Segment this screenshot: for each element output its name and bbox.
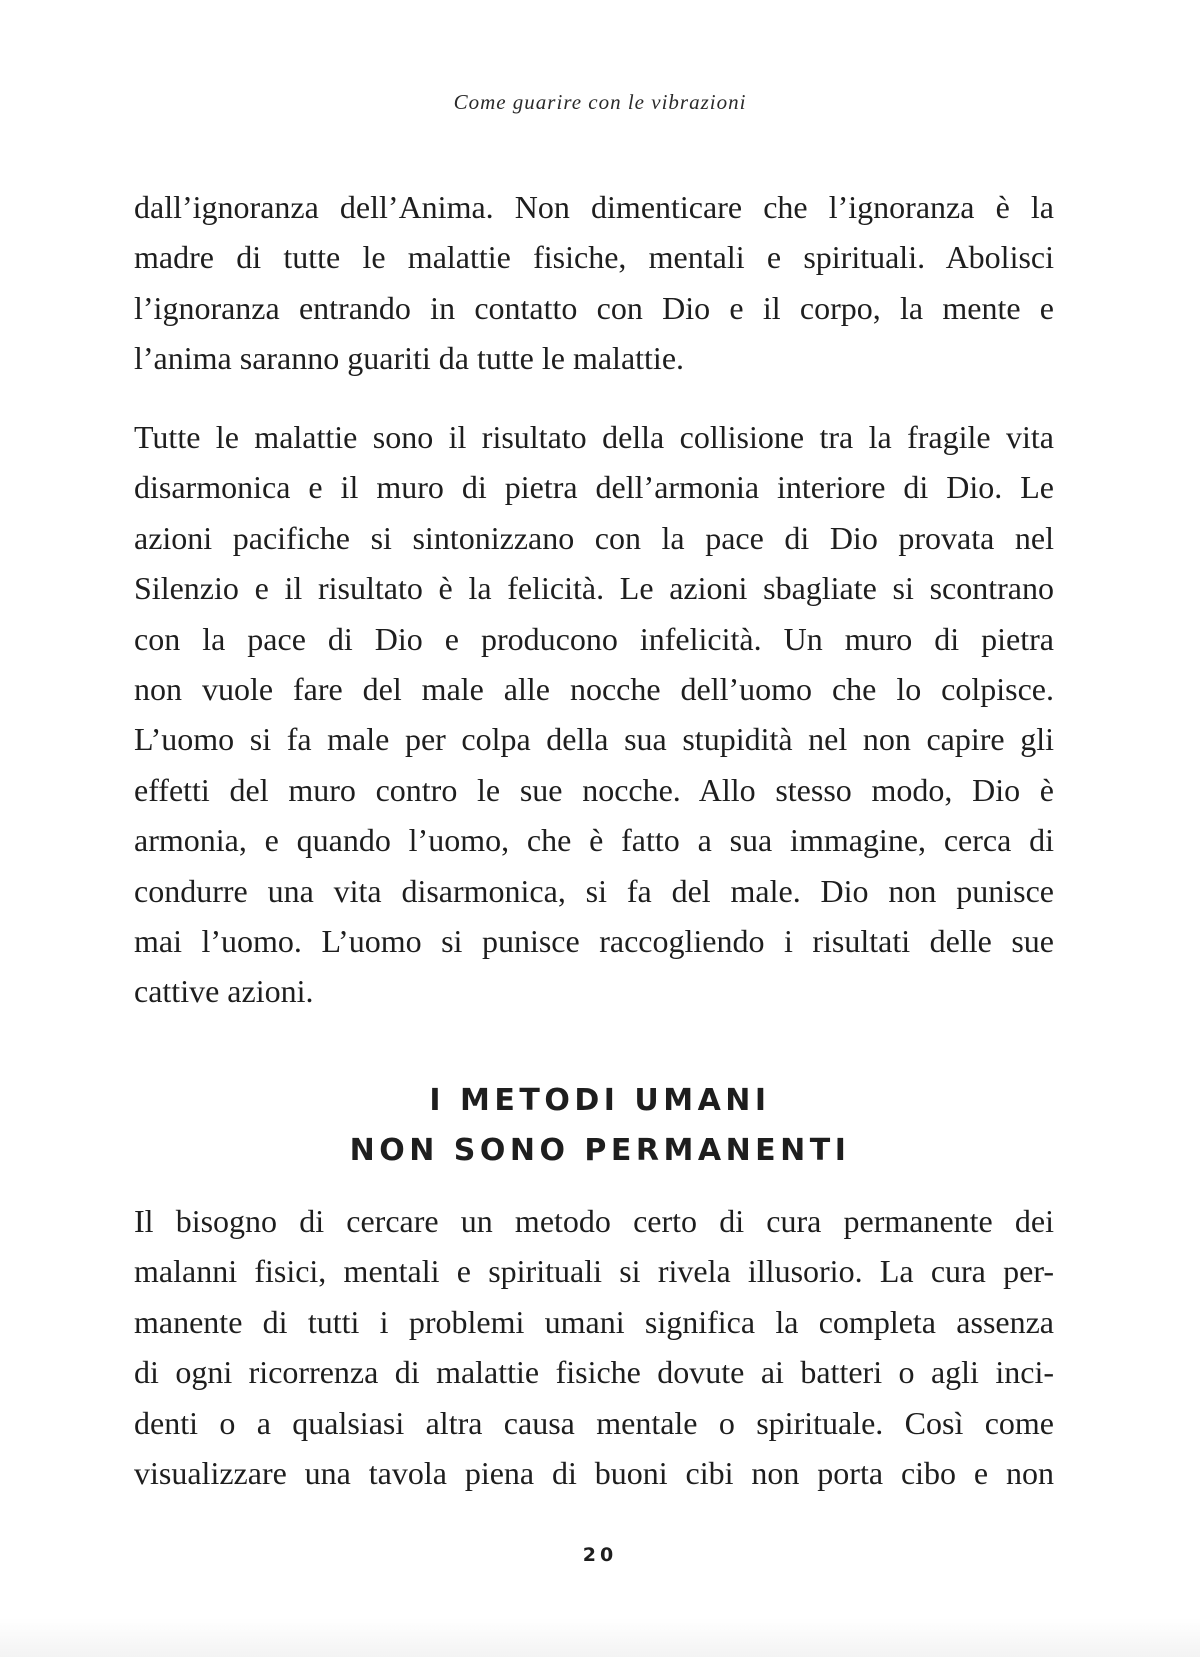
text-line: cattive azioni.	[134, 973, 314, 1010]
text-line: di ogni ricorrenza di malattie fisiche dovute ai batteri o agli inci-	[134, 1354, 1054, 1391]
paragraph-3	[134, 1196, 1054, 1498]
section-heading-line-2: NON SONO PERMANENTI	[349, 1133, 851, 1168]
text-line: madre di tutte le malattie fisiche, mentali e spirituali. Abolisci	[134, 239, 1054, 276]
text-line: effetti del muro contro le sue nocche. Allo stesso modo, Dio è	[134, 771, 1054, 808]
paragraph-1	[134, 182, 1054, 384]
text-line: azioni pacifiche si sintonizzano con la pace di Dio provata nel	[134, 519, 1054, 556]
text-line: armonia, e quando l’uomo, che è fatto a sua immagine, cerca di	[134, 822, 1054, 859]
text-line: dall’ignoranza dell’Anima. Non dimenticare che l’ignoranza è la	[134, 189, 1054, 225]
text-line: l’ignoranza entrando in contatto con Dio e il corpo, la mente e	[134, 289, 1054, 326]
text-line: con la pace di Dio e producono infelicità. Un muro di pietra	[134, 620, 1054, 657]
text-line: Tutte le malattie sono il risultato della collisione tra la fragile vita	[134, 419, 1054, 455]
text-line: denti o a qualsiasi altra causa mentale o spirituale. Così come	[134, 1404, 1054, 1441]
text-line: disarmonica e il muro di pietra dell’armonia interiore di Dio. Le	[134, 469, 1054, 506]
text-line: condurre una vita disarmonica, si fa del male. Dio non punisce	[134, 872, 1054, 909]
text-line: visualizzare una tavola piena di buoni cibi non porta cibo e non	[134, 1454, 1054, 1491]
text-line: manente di tutti i problemi umani significa la completa assenza	[134, 1303, 1054, 1340]
running-head: Come guarire con le vibrazioni	[453, 90, 747, 114]
text-line: non vuole fare del male alle nocche dell’uomo che lo colpisce.	[134, 670, 1054, 707]
text-line: malanni fisici, mentali e spirituali si rivela illusorio. La cura per-	[134, 1253, 1054, 1290]
text-line: Silenzio e il risultato è la felicità. Le azioni sbagliate si scontrano	[134, 570, 1054, 607]
paragraph-2	[134, 412, 1054, 1017]
text-line: Il bisogno di cercare un metodo certo di cura permanente dei	[134, 1203, 1054, 1239]
text-line: mai l’uomo. L’uomo si punisce raccogliendo i risultati delle sue	[134, 922, 1054, 959]
page-number: 20	[582, 1544, 618, 1566]
section-heading-line-1: I METODI UMANI	[429, 1083, 771, 1118]
text-line: L’uomo si fa male per colpa della sua stupidità nel non capire gli	[134, 721, 1054, 758]
text-line: l’anima saranno guariti da tutte le malattie.	[134, 340, 685, 377]
